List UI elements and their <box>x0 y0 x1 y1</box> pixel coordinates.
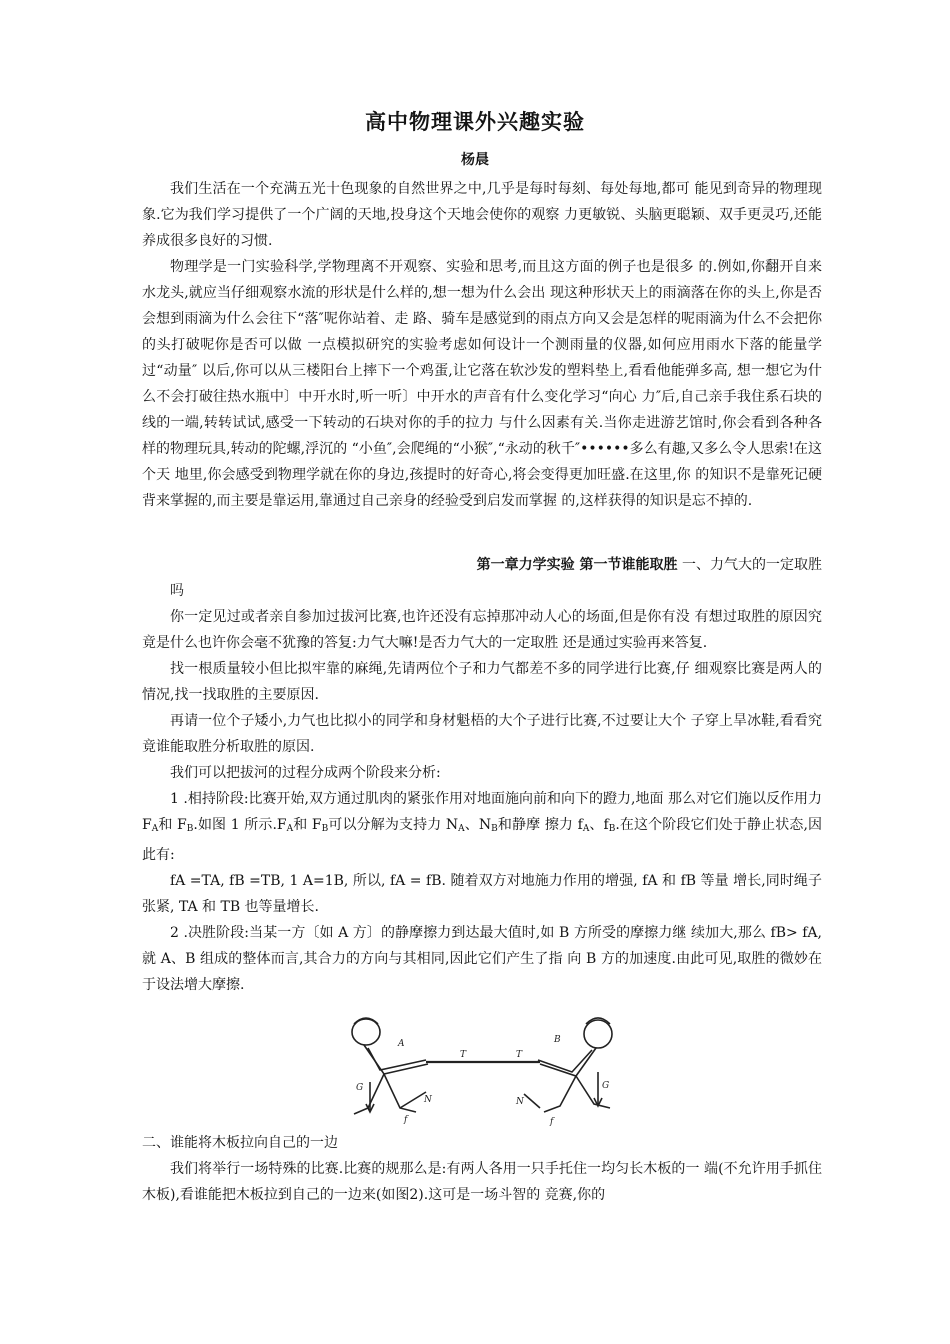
paragraph-8: fA =TA, fB =TB, 1 A=1B, 所以, fA = fB. 随着双方对地施力作用的增强, fA 和 fB 等量 增长,同时绳子张紧, TA 和 TB 也等量增长. <box>142 873 822 915</box>
tug-of-war-figure <box>340 1012 625 1130</box>
figure-label-NB: N <box>516 1097 524 1107</box>
chapter-heading-block <box>142 552 822 604</box>
figure-label-B: B <box>554 1035 561 1045</box>
page-title: 高中物理课外兴趣实验 <box>365 109 585 134</box>
paragraph-5: 再请一位个子矮小,力气也比拟小的同学和身材魁梧的大个子进行比赛,不过要让大个 子穿上旱冰鞋,看看究竟谁能取胜分析取胜的原因. <box>142 713 822 755</box>
chapter-heading-continuation: 吗 <box>170 583 184 599</box>
paragraph-3: 你一定见过或者亲自参加过拔河比赛,也许还没有忘掉那冲动人心的场面,但是你有没 有想过取胜的原因究竟是什么也许你会毫不犹豫的答复:力气大嘛!是否力气大的一定取胜 还是通过实验再来答复. <box>142 609 822 651</box>
paragraph-9: 2 .决胜阶段:当某一方〔如 A 方〕的静摩擦力到达最大值时,如 B 方所受的摩擦力继 续加大,那么 fB> fA,就 A、B 组成的整体而言,其合力的方向与其相同,因此它们产生了指 向 B 方的加速度.由此可见,取胜的微妙在于设法增大摩擦. <box>142 925 822 993</box>
paragraph-6: 我们可以把拔河的过程分成两个阶段来分析: <box>170 765 441 781</box>
intro-block-2 <box>142 254 822 514</box>
figure-label-GA: G <box>356 1083 364 1093</box>
section1-block <box>142 604 822 998</box>
figure-label-GB: G <box>602 1081 610 1091</box>
chapter-heading <box>142 552 822 578</box>
figure-label-NA: N <box>424 1095 432 1105</box>
figure-label-TA: T <box>460 1050 467 1060</box>
intro-block <box>142 176 822 254</box>
paragraph-7: 1 .相持阶段:比赛开始,双方通过肌肉的紧张作用对地面施向前和向下的蹬力,地面 那么对它们施以反作用力 $F_A$和 $F_B$.如图 1 所示$.F_A$和 $F_B$可以分解为支持力 $N_A$、$N_B$和静摩 擦力 $f_A$、$f_B$.在这个阶段它们处于静止状态,因此有: <box>142 791 823 863</box>
author-name: 杨晨 <box>461 152 489 168</box>
section2-block <box>142 1130 822 1208</box>
paragraph-10: 我们将举行一场特殊的比赛.比赛的规那么是:有两人各用一只手托住一均匀长木板的一 端(不允许用手抓住木板),看谁能把木板拉到自己的一边来(如图2).这可是一场斗智的 竞赛,你的 <box>142 1161 822 1203</box>
figure-label-A: A <box>398 1039 405 1049</box>
intro-paragraph-1: 我们生活在一个充满五光十色现象的自然世界之中,几乎是每时每刻、每处每地,都可 能见到奇异的物理现象.它为我们学习提供了一个广阔的天地,投身这个天地会使你的观察 力更敏锐、头脑更聪颖、双手更灵巧,还能养成很多良好的习惯. <box>142 181 822 249</box>
tug-of-war-illustration <box>340 1012 625 1130</box>
figure-label-TB: T <box>516 1050 523 1060</box>
chapter-heading-rest: 一、力气大的一定取胜 <box>682 557 822 573</box>
figure-label-fB: f <box>550 1117 554 1127</box>
figure-label-fA: f <box>404 1115 408 1125</box>
paragraph-4: 找一根质量较小但比拟牢靠的麻绳,先请两位个子和力气都差不多的同学进行比赛,仔 细观察比赛是两人的情况,找一找取胜的主要原因. <box>142 661 822 703</box>
intro-paragraph-2: 物理学是一门实验科学,学物理离不开观察、实验和思考,而且这方面的例子也是很多 的.例如,你翻开自来水龙头,就应当仔细观察水流的形状是什么样的,想一想为什么会出 现这种形状天上的雨滴落在你的头上,你是否会想到雨滴为什么会往下“落″呢你站着、走 路、骑车是感觉到的雨点方向又会是怎样的呢雨滴为什么不会把你的头打破呢你是否可以做 一点模拟研究的实验考虑如何设计一个测雨量的仪器,如何应用雨水下落的能量学过“动量″ 以后,你可以从三楼阳台上摔下一个鸡蛋,让它落在软沙发的塑料垫上,看看他能弹多高, 想一想它为什么不会打破往热水瓶中〕中开水时,听一听〕中开水的声音有什么变化学习“向心 力″后,自己亲手我住系石块的线的一端,转转试试,感受一下转动的石块对你的手的拉力 与什么因素有关.当你走进游艺馆时,你会看到各种各样的物理玩具,转动的陀螺,浮沉的 “小鱼″,会爬绳的“小猴″,“永动的秋千″••••••多么有趣,又多么令人思索!在这个天 地里,你会感受到物理学就在你的身边,孩提时的好奇心,将会变得更加旺盛.在这里,你 的知识不是靠死记硬背来掌握的,而主要是靠运用,靠通过自己亲身的经验受到启发而掌握 的,这样获得的知识是忘不掉的. <box>142 259 822 509</box>
chapter-heading-bold: 第一章力学实验 第一节谁能取胜 <box>476 557 678 573</box>
section2-heading: 二、谁能将木板拉向自己的一边 <box>142 1135 338 1151</box>
